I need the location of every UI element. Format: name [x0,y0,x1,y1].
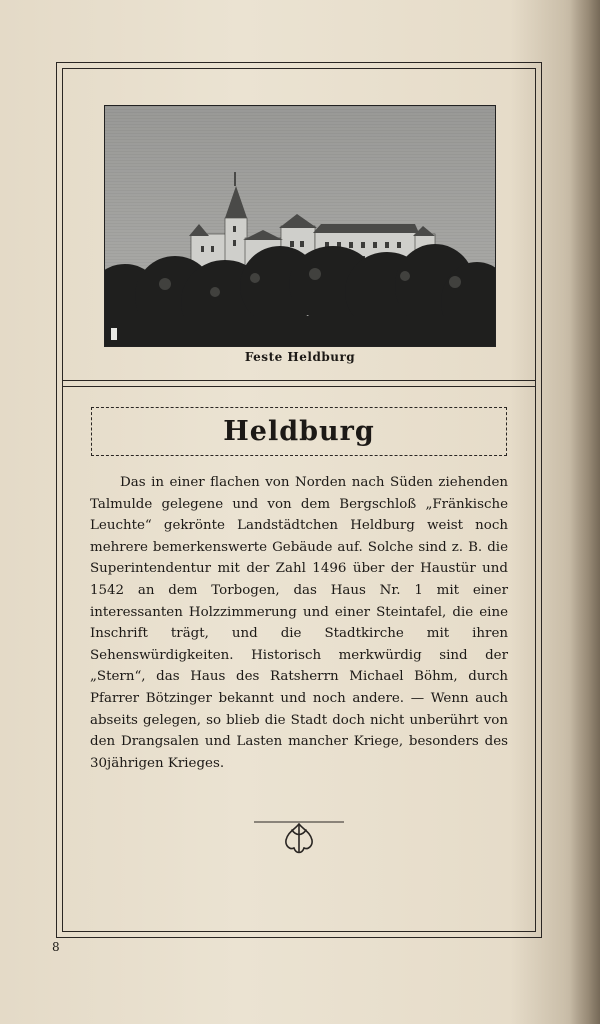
photo-caption: Feste Heldburg [244,350,356,364]
title-box [91,407,507,456]
section-divider-top [62,380,536,381]
article-title: Heldburg [223,416,375,447]
article-body: Das in einer flachen von Norden nach Süden ziehenden Talmulde gelegene und von dem Bergschloß „Fränkische Leuchte“ gekrönte Landstädtchen Heldburg weist noch mehrere bemerkenswerte Gebäude auf. Solche sind z. B. die Superintendentur mit der Zahl 1496 über der Haustür und 1542 an dem Torbogen, das Haus Nr. 1 mit einer interessanten Holzzimmerung und einer Steintafel, die eine Inschrift trägt, und die Stadtkirche mit ihren Sehenswürdigkeiten. Historisch merkwürdig sind der „Stern“, das Haus des Ratsherrn Michael Böhm, durch Pfarrer Bötzinger bekannt und noch andere. — Wenn auch abseits gelegen, so blieb die Stadt doch nicht unberührt von den Drangsalen und Lasten mancher Kriege, besonders des 30jährigen Krieges. [90,475,508,771]
book-spine-shadow [570,0,600,1024]
section-divider-bottom [62,386,536,387]
art-nouveau-ornament-icon [254,818,344,858]
page-number: 8 [52,940,60,954]
castle-photo [104,105,496,347]
